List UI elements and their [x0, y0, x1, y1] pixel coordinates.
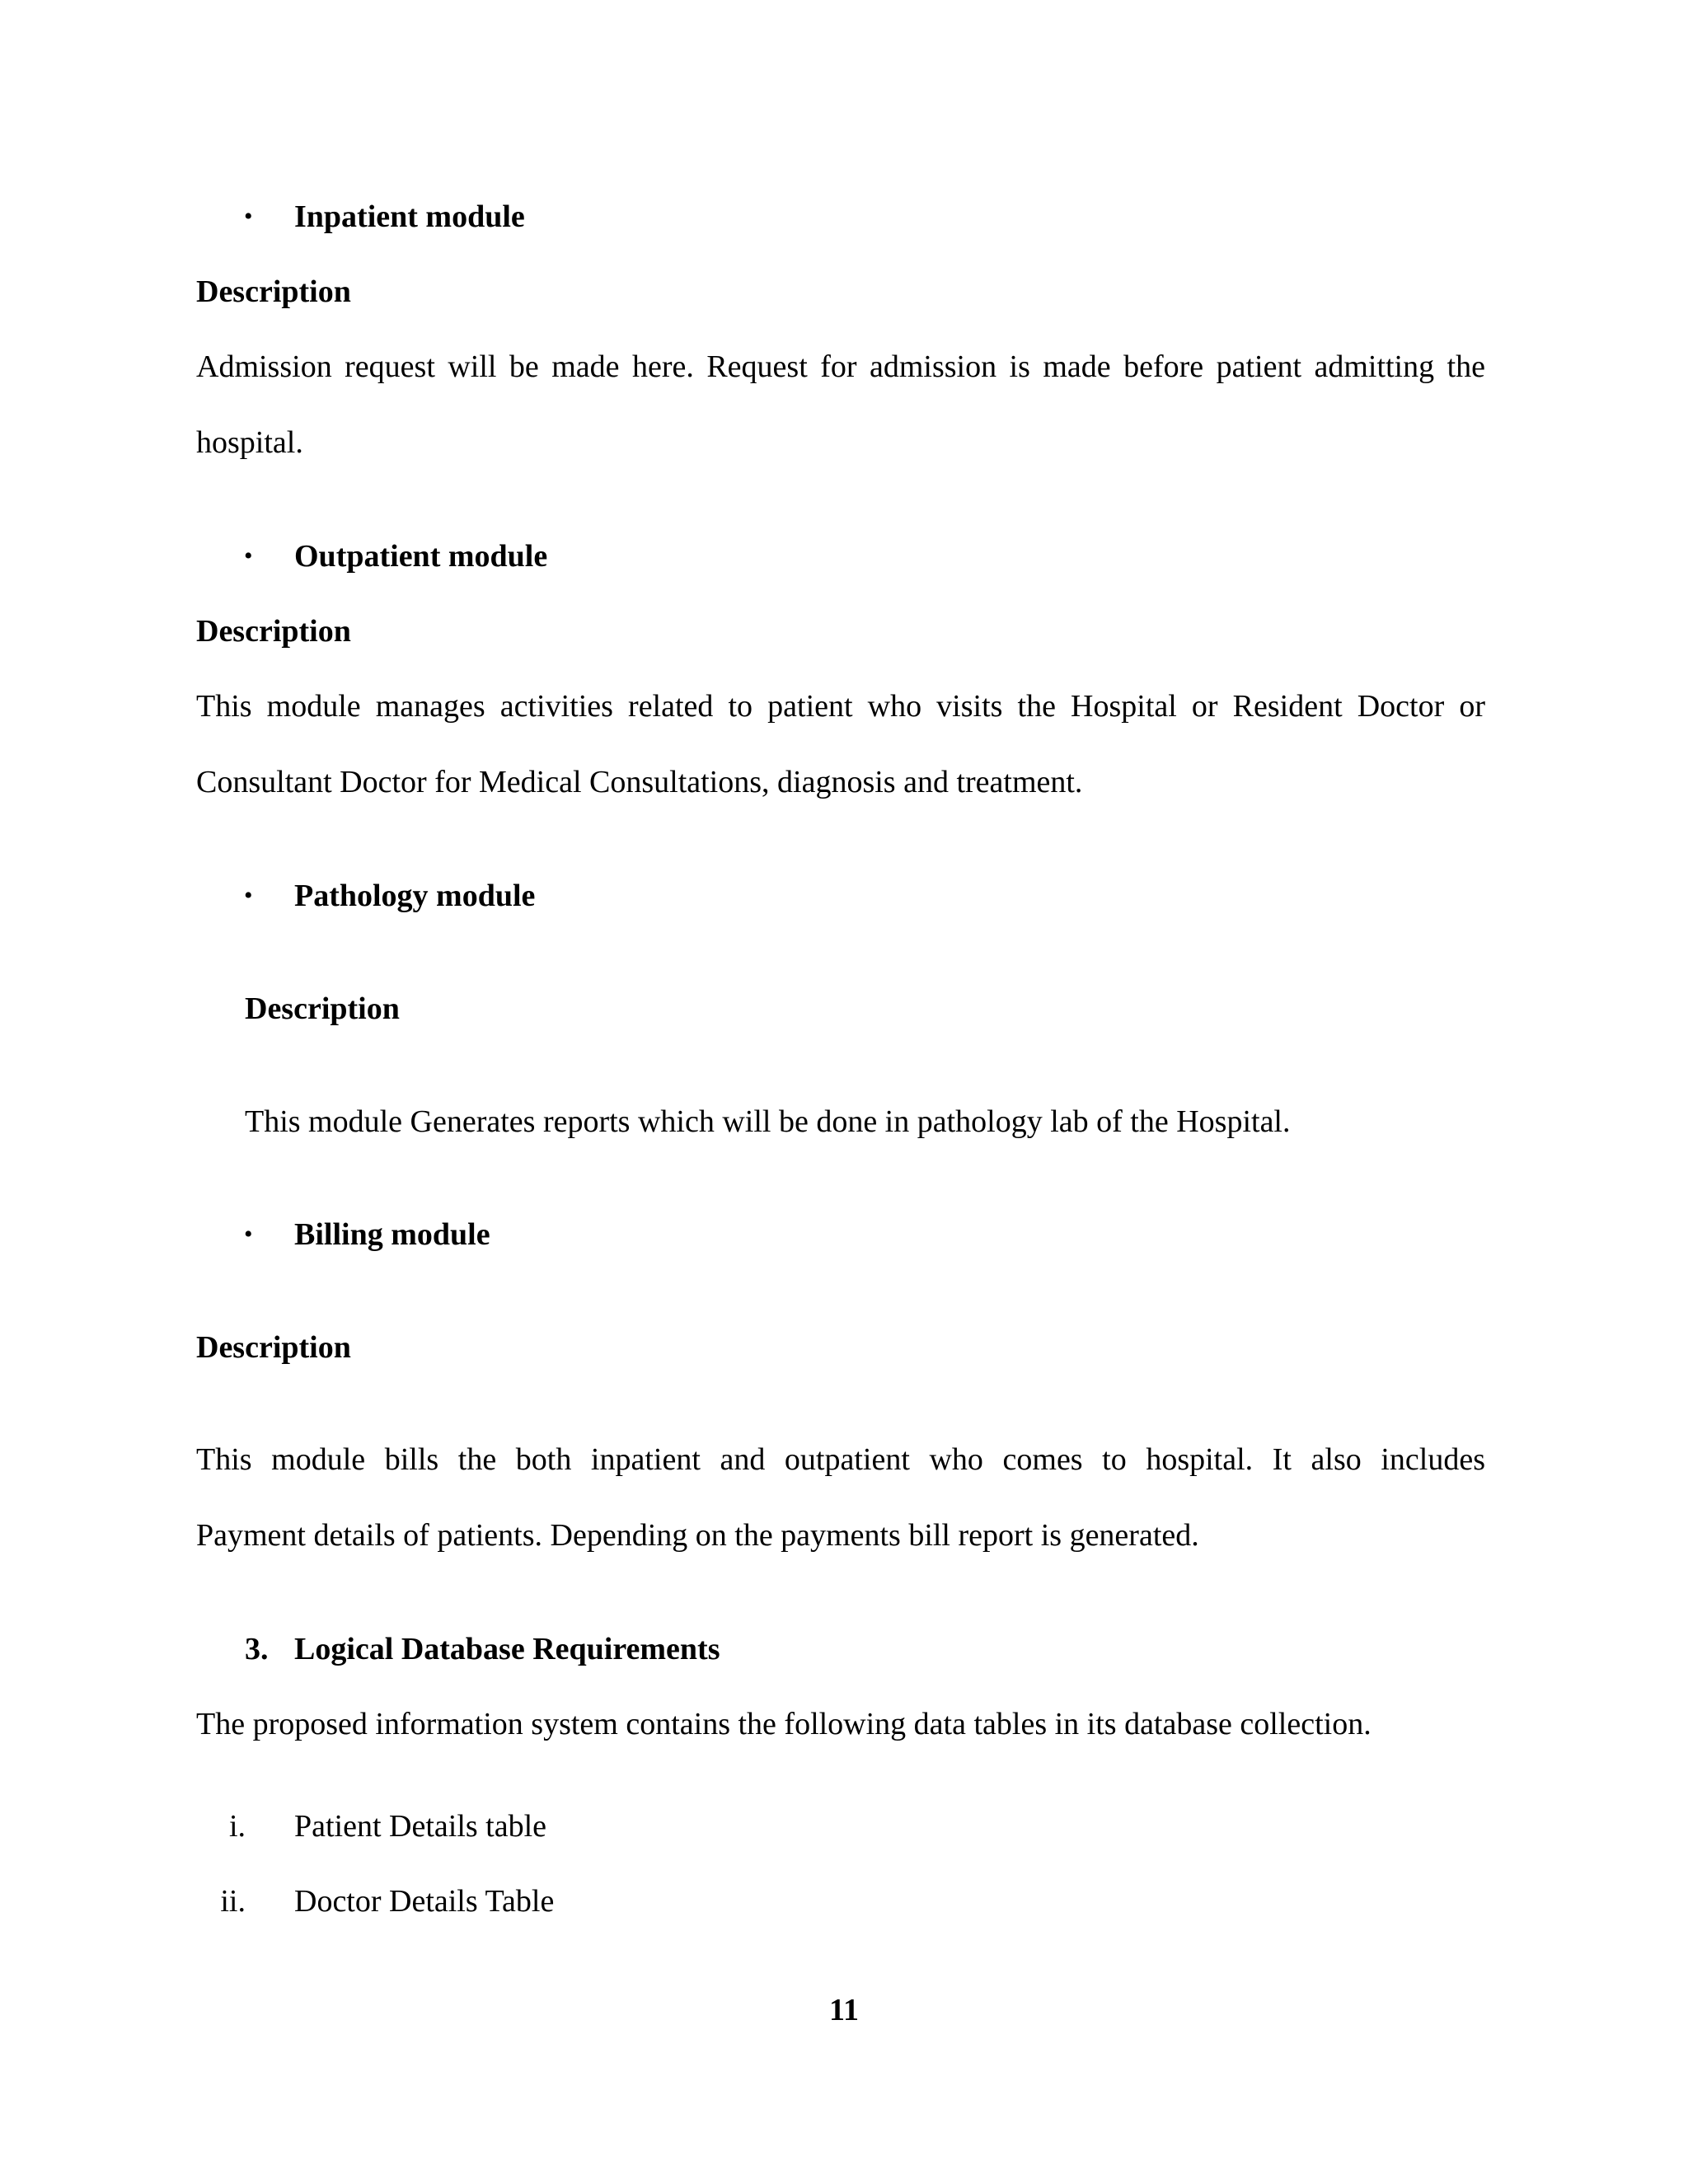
billing-heading: Billing module: [294, 1217, 490, 1252]
section-number: 3.: [245, 1632, 269, 1666]
bullet-icon: •: [244, 882, 253, 909]
bullet-icon: •: [244, 542, 253, 569]
bullet-icon: •: [244, 203, 253, 230]
list-item-patient-details: Patient Details table: [294, 1809, 547, 1844]
inpatient-description-line-1: Admission request will be made here. Request for admission is made before patient admitting the: [196, 349, 1485, 384]
bullet-icon: •: [244, 1221, 253, 1248]
logical-database-intro: The proposed information system contains the following data tables in its database collection.: [196, 1707, 1372, 1741]
list-numeral-ii: ii.: [220, 1884, 246, 1919]
list-item-doctor-details: Doctor Details Table: [294, 1884, 555, 1919]
inpatient-description-line-2: hospital.: [196, 425, 303, 460]
billing-description-label: Description: [196, 1330, 351, 1365]
outpatient-description-label: Description: [196, 614, 351, 649]
pathology-description-label: Description: [245, 991, 400, 1026]
page-number: 11: [829, 1993, 859, 2027]
pathology-description-line-1: This module Generates reports which will be done in pathology lab of the Hospital.: [245, 1104, 1291, 1139]
inpatient-description-label: Description: [196, 274, 351, 309]
outpatient-description-line-1: This module manages activities related to patient who visits the Hospital or Resident Doctor or: [196, 689, 1485, 724]
logical-database-heading: Logical Database Requirements: [294, 1632, 720, 1666]
inpatient-heading: Inpatient module: [294, 199, 525, 234]
billing-description-line-2: Payment details of patients. Depending on the payments bill report is generated.: [196, 1518, 1199, 1553]
outpatient-description-line-2: Consultant Doctor for Medical Consultations, diagnosis and treatment.: [196, 765, 1083, 799]
pathology-heading: Pathology module: [294, 879, 536, 913]
list-numeral-i: i.: [228, 1809, 246, 1844]
outpatient-heading: Outpatient module: [294, 539, 548, 574]
billing-description-line-1: This module bills the both inpatient and outpatient who comes to hospital. It also includes: [196, 1442, 1485, 1477]
